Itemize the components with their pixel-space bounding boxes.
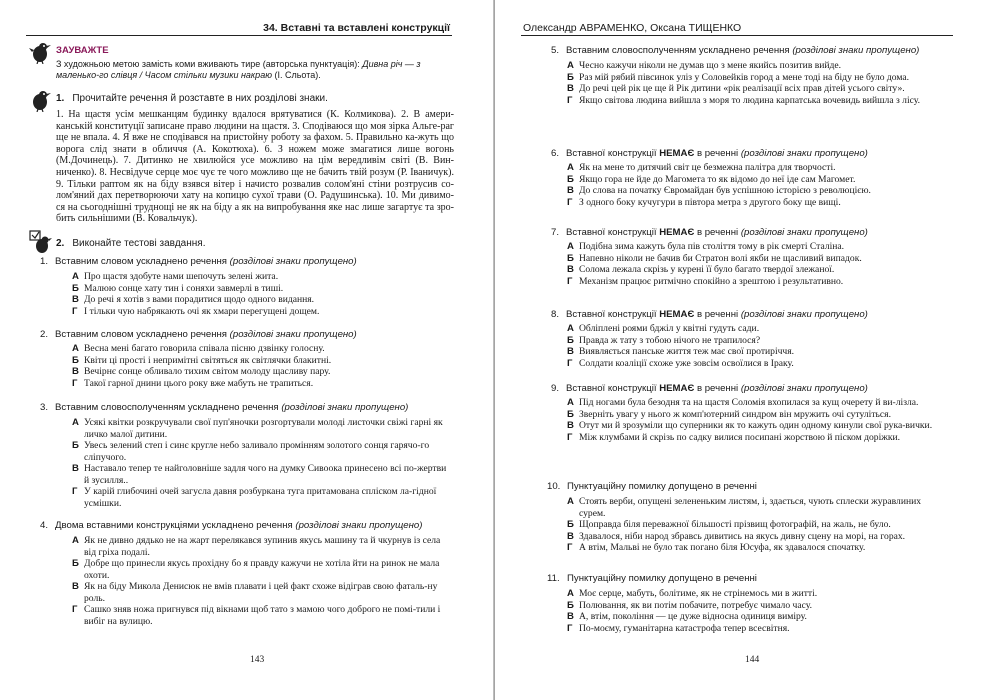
note-title: ЗАУВАЖТЕ: [56, 45, 109, 56]
option[interactable]: Б Зверніть увагу у нього ж комп'ютерний синдром він мружить очі сутуліться.: [567, 408, 891, 420]
question-11-options: [567, 588, 947, 634]
option[interactable]: Б Щоправда біля переважної більшості прізвищ фотографій, на жаль, не було.: [567, 519, 891, 530]
option[interactable]: В До слова на початку Євромайдан був успішною історією з революцією.: [567, 185, 871, 196]
question-8: 8. Вставної конструкції НЕМАЄ в реченні (розділові знаки пропущено): [551, 309, 868, 320]
question-9-options: [567, 397, 947, 443]
question-6: 6. Вставної конструкції НЕМАЄ в реченні (розділові знаки пропущено): [551, 148, 868, 159]
option[interactable]: А Весна мені багато говорила співала пісню дзвінку голосну.: [72, 343, 325, 354]
option[interactable]: В Виявляється панське життя теж має свої протиріччя.: [567, 346, 795, 357]
option[interactable]: В Наставало тепер те найголовніше задля чого на думку Сивоока принесено всі по-жертви й зусилля..: [72, 463, 447, 486]
left-page-number: 143: [250, 655, 265, 665]
left-running-header: 34. Вставні та вставлені конструкції: [263, 22, 450, 34]
header-rule: [521, 35, 953, 36]
task-2-title: 2. Виконайте тестові завдання.: [56, 238, 206, 249]
task-1-title: 1. Прочитайте речення й розставте в них розділові знаки.: [56, 93, 328, 104]
question-7: 7. Вставної конструкції НЕМАЄ в реченні (розділові знаки пропущено): [551, 227, 868, 238]
option[interactable]: В Солома лежала скрізь у курені її було багато твердої злежаної.: [567, 264, 835, 275]
option[interactable]: А Подібна зима кажуть була пів століття тому в рік смерті Сталіна.: [567, 241, 845, 252]
option[interactable]: А Як не дивно дядько не на жарт перелякався зупинив якусь машину та й чкурнув із села від гріха подалі.: [72, 535, 441, 558]
option[interactable]: В А, втім, покоління — це дуже відносна одиниця виміру.: [567, 611, 807, 622]
note-text: З художньою метою замість коми вживають тире (авторська пунктуація): Дивна річ — з маленько-го слівця / Часом стільки музики накраю (І. Сльота).: [56, 59, 421, 81]
question-7-options: [567, 241, 947, 287]
option[interactable]: Б Малюю сонце хату тин і соняхи завмерлі в тиші.: [72, 282, 284, 294]
task-bird-icon: [28, 88, 52, 112]
option[interactable]: А Моє серце, мабуть, болітиме, як не стрінемось ми в житті.: [567, 588, 818, 599]
option[interactable]: Б Раз мій рябий півсинок уліз у Соловейків город а мене тоді на біду не було дома.: [567, 71, 910, 83]
option[interactable]: Г По-моєму, гуманітарна катастрофа тепер всесвітня.: [567, 622, 790, 634]
option[interactable]: Г З одного боку кучугури в півтора метра з другого боку ще вищі.: [567, 196, 841, 208]
question-2-options: [72, 343, 452, 389]
question-4: 4. Двома вставними конструкціями ускладнено речення (розділові знаки пропущено): [40, 520, 423, 531]
option[interactable]: А Усякі квітки розкручували свої пуп'яночки розгортували молоді листочки свіжі гарні як личко малої дитини.: [72, 417, 443, 440]
option[interactable]: Б Полювання, як ви потім побачите, потребує чимало часу.: [567, 599, 812, 611]
test-bird-icon: [28, 230, 52, 254]
question-9: 9. Вставної конструкції НЕМАЄ в реченні (розділові знаки пропущено): [551, 383, 868, 394]
option[interactable]: В До речі я хотів з вами порадитися щодо одного видання.: [72, 294, 315, 305]
right-page: [495, 0, 989, 700]
option[interactable]: В Отут ми й зрозуміли що суперники як то кажуть один одному кинули свої рука-вички.: [567, 420, 933, 431]
question-5: 5. Вставним словосполученням ускладнено речення (розділові знаки пропущено): [551, 45, 920, 56]
option[interactable]: В Вечірнє сонце обливало тихим світом молоду щасливу пару.: [72, 366, 331, 377]
option[interactable]: А Про щастя здобуте нами шепочуть зелені жита.: [72, 271, 279, 282]
option[interactable]: Г А втім, Мальві не було так погано біля Юсуфа, як здавалося спочатку.: [567, 542, 866, 553]
option[interactable]: Г Солдати коаліції схоже уже зовсім освоїлися в Іраку.: [567, 357, 794, 369]
option[interactable]: Б Добре що принесли якусь прохідну бо я правду кажучи не хотіла йти на ринок не мала охоти.: [72, 558, 440, 581]
option[interactable]: А Чесно кажучи ніколи не думав що з мене якийсь позитив вийде.: [567, 60, 842, 71]
option[interactable]: Г Механізм працює ритмічно спокійно а зрештою і результативно.: [567, 275, 844, 287]
option[interactable]: Г Якщо світова людина вийшла з моря то людина карпатська вочевидь вийшла з лісу.: [567, 94, 921, 106]
option[interactable]: В Як на біду Микола Денисюк не вмів плавати і цей факт схоже відіграв свою фаталь-ну роль.: [72, 581, 438, 604]
right-page-number: 144: [745, 655, 760, 665]
option[interactable]: В Здавалося, ніби народ збравсь дивитись на якусь дивну сцену на морі, на горах.: [567, 530, 906, 542]
option[interactable]: А Як на мене то дитячий світ це безмежна палітра для творчості.: [567, 162, 836, 173]
option[interactable]: Г Такої гарної днини цього року вже мабуть не трапиться.: [72, 377, 314, 389]
question-2: 2. Вставним словом ускладнено речення (розділові знаки пропущено): [40, 329, 357, 340]
option[interactable]: Б Увесь зелений степ і синє кругле небо заливало промінням золотого сонця гарячо-го сліпучого.: [72, 440, 430, 463]
option[interactable]: Б Правда ж тату з тобою нічого не трапилося?: [567, 334, 761, 346]
question-6-options: [567, 162, 947, 208]
question-1-options: [72, 271, 452, 317]
option[interactable]: А Стоять верби, опущені зелененьким листям, і, здається, чують сплески журавлиних сурем.: [567, 496, 922, 519]
option[interactable]: А Під ногами була безодня та на щастя Соломія вхопилася за кущ очерету й ви-лізла.: [567, 397, 919, 408]
question-10-options: [567, 496, 947, 554]
question-3: 3. Вставним словосполученням ускладнено речення (розділові знаки пропущено): [40, 402, 409, 413]
question-11: 11. Пунктуаційну помилку допущено в реченні: [547, 573, 757, 584]
question-10: 10. Пунктуаційну помилку допущено в реченні: [547, 481, 757, 492]
option[interactable]: Г Між клумбами й скрізь по садку вилися посипані жорствою й піском доріжки.: [567, 431, 901, 443]
option[interactable]: А Обліплені роями бджіл у квітні гудуть сади.: [567, 323, 760, 334]
option[interactable]: Г У карій глибочині очей загусла давня розбуркана туга притамована спліском ла-гідної усмішки.: [72, 486, 437, 509]
option[interactable]: Б Напевно ніколи не бачив би Стратон волі якби не щасливий випадок.: [567, 252, 862, 264]
option[interactable]: Г Сашко зняв ножа пригнувся під вікнами щоб тато з мамою чого доброго не помі-тили і вибіг на вулицю.: [72, 604, 441, 627]
option[interactable]: В До речі цей рік це ще й Рік дитини «рік реалізації всіх прав дітей усього світу».: [567, 83, 905, 94]
question-5-options: [567, 60, 947, 106]
question-3-options: [72, 417, 448, 509]
option[interactable]: Г І тільки чую набрякають очі як хмари перегущені дощем.: [72, 305, 320, 317]
task-1-text: 1. На щастя усім мешканцям будинку вдалося врятуватися (К. Колмикова). 2. В амери-канській конституції записане право людини на щастя. 3. Сподіваюся що моя зірка Альге-раг ще не впала. 4. Я вже не сподівався на пристойну роботу за фахом. 5. Правильно ка-жуть що ворога слід знати в обличчя (А. Кокотюха). 6. З ножем може змагатися лише вогонь (М.Дочинець). 7. Дитинко не хвилюйся усе можливо на цім вередливім світі (В. Вин-ниченко). 8. Несвідуче серце моє чує те чого можливо ще не бачить твій розум (Р. Іваничук). 9. Тільки раптом як на біду взявся вітер і начисто розвалив солом'яні стіни розтрусив со-лом'яний дах перетворюючи хату на копицю сухої трави (О. Радушинська). 10. Ми дивимо-ся на сьогоднішні труднощі не як на біду а як на випробування яке нас лише загартує та зро-бить сильнішими (В. Ковальчук).: [56, 109, 454, 225]
question-4-options: [72, 535, 448, 627]
left-page: [0, 0, 494, 700]
header-rule: [26, 35, 452, 36]
right-running-header: Олександр АВРАМЕНКО, Оксана ТИЩЕНКО: [523, 22, 742, 34]
question-1: 1. Вставним словом ускладнено речення (розділові знаки пропущено): [40, 256, 357, 267]
option[interactable]: Б Якщо гора не йде до Магомета то як відомо до неї іде сам Магомет.: [567, 173, 856, 185]
question-8-options: [567, 323, 947, 369]
note-bird-icon: [28, 40, 52, 64]
option[interactable]: Б Квіти ці прості і непримітні світяться як світлячки блакитні.: [72, 354, 332, 366]
